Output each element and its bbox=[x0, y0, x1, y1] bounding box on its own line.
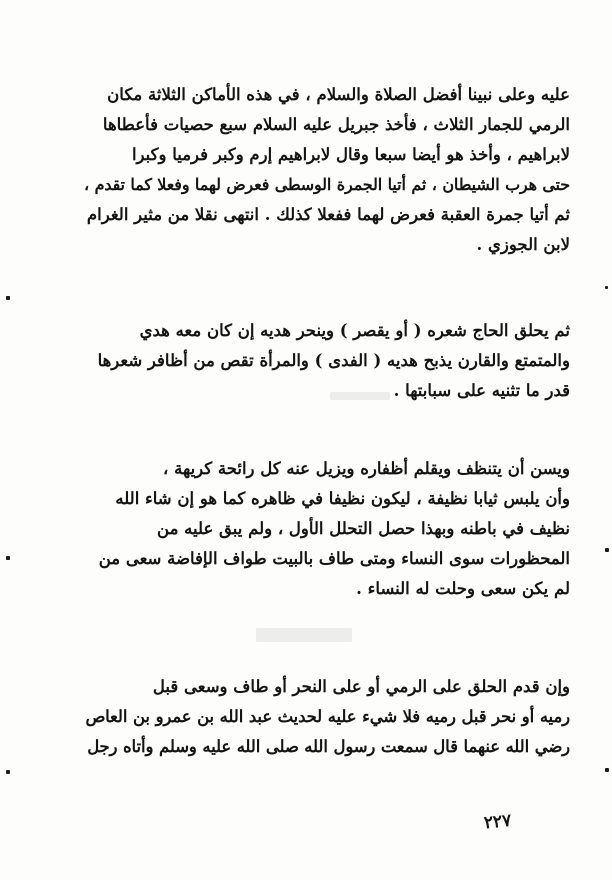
text-line: قدر ما تثنيه على سبابتها . bbox=[393, 381, 570, 400]
margin-speck bbox=[6, 556, 10, 560]
paragraph-4 bbox=[82, 672, 570, 762]
text-line: ثم يحلق الحاج شعره ( أو يقصر ) وينحر هديه إن كان معه هدي bbox=[139, 321, 570, 340]
text-line: والمتمتع والقارن يذبح هديه ( الفدى ) والمرأة تقص من أظافر شعرها bbox=[97, 351, 570, 370]
text-line: رميه أو نحر قبل رميه فلا شيء عليه لحديث عبد الله بن عمرو بن العاص bbox=[85, 707, 570, 726]
bleed-through-smudge bbox=[256, 628, 352, 642]
margin-speck bbox=[605, 548, 609, 552]
text-line: لم يكن سعى وحلت له النساء . bbox=[356, 579, 570, 598]
text-line: لابن الجوزي . bbox=[476, 235, 570, 254]
text-line: لابراهيم ، وأخذ هو أيضا سبعا وقال لابراهيم إرم وكبر فرميا وكبرا bbox=[131, 145, 570, 164]
paragraph-1 bbox=[82, 80, 570, 260]
text-line: عليه وعلى نبينا أفضل الصلاة والسلام ، في هذه الأماكن الثلاثة مكان bbox=[107, 85, 570, 104]
text-line: حتى هرب الشيطان ، ثم أتيا الجمرة الوسطى فعرض لهما وفعلا كما تقدم ، bbox=[84, 175, 570, 194]
text-line: وأن يلبس ثيابا نظيفة ، ليكون نظيفا في ظاهره كما هو إن شاء الله bbox=[115, 489, 570, 508]
text-line: رضي الله عنهما قال سمعت رسول الله صلى الله عليه وسلم وأتاه رجل bbox=[87, 737, 570, 756]
text-line: ثم أتيا جمرة العقبة فعرض لهما ففعلا كذلك . انتهى نقلا من مثير الغرام bbox=[86, 205, 570, 224]
page-number: ٢٢٧ bbox=[483, 810, 513, 834]
text-line: وإن قدم الحلق على الرمي أو على النحر أو طاف وسعى قبل bbox=[152, 677, 570, 696]
margin-speck bbox=[605, 768, 609, 772]
margin-speck bbox=[605, 286, 608, 289]
margin-speck bbox=[6, 296, 10, 300]
margin-speck bbox=[6, 770, 10, 774]
paragraph-3 bbox=[82, 454, 570, 604]
text-line: ويسن أن يتنظف ويقلم أظفاره ويزيل عنه كل رائحة كريهة ، bbox=[163, 459, 570, 478]
text-line: الرمي للجمار الثلاث ، فأخذ جبريل عليه السلام سبع حصيات فأعطاها bbox=[102, 115, 570, 134]
paragraph-2 bbox=[82, 316, 570, 406]
text-line: المحظورات سوى النساء ومتى طاف بالبيت طواف الإفاضة سعى من bbox=[98, 549, 570, 568]
text-line: نظيف في باطنه وبهذا حصل التحلل الأول ، ولم يبق عليه من bbox=[157, 519, 570, 538]
